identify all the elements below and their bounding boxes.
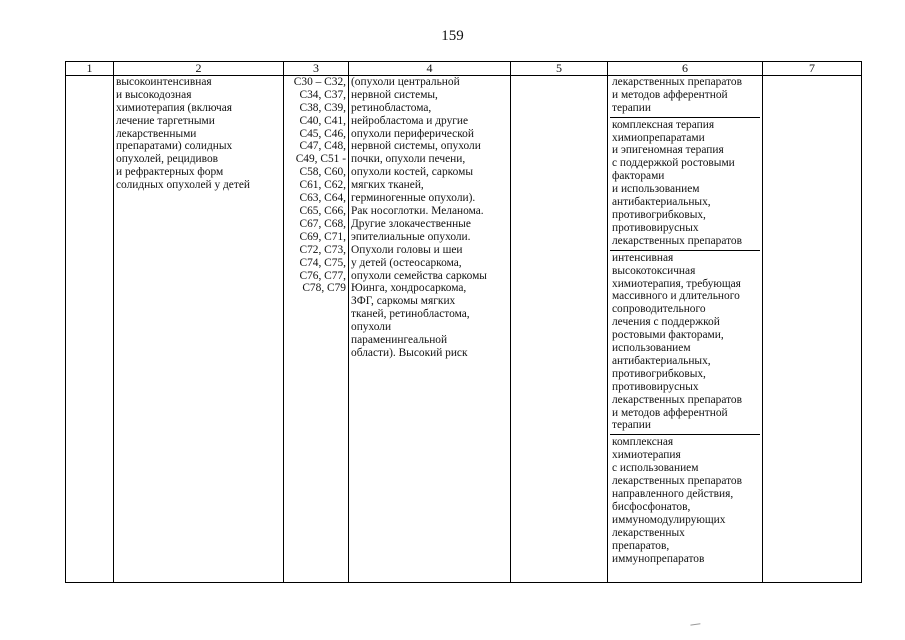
diagnosis-cell: (опухоли центральной нервной системы, ретинобластома, нейробластома и другие опухоли периферической нервной системы, опухоли почки, опухоли печени, опухоли костей, саркомы мягких тканей, герминогенные опухоли). Рак носоглотки. Меланома. Другие злокачественные эпителиальные опухоли. Опухоли головы и шеи у детей (остеосаркома, опухоли семейства саркомы Юинга, хондросаркома, ЗФГ, саркомы мягких тканей, ретинобластома, опухоли параменингеальной области). Высокий риск (349, 75, 511, 582)
page-number: 159 (441, 28, 464, 44)
header-col-3: 3 (284, 62, 349, 76)
icd-codes-cell (284, 75, 349, 582)
cell-col-5 (511, 75, 608, 582)
treatment-methods-cell (608, 75, 763, 582)
table-row (66, 75, 862, 582)
treatment-method-item: комплексная химиотерапия с использованием лекарственных препаратов направленного действия, бисфосфонатов, иммуномодулирующих лекарственных препаратов, иммунопрепаратов (612, 436, 742, 565)
header-col-6: 6 (608, 62, 763, 76)
medical-care-table (65, 61, 862, 583)
header-col-7: 7 (763, 62, 862, 76)
header-col-2: 2 (114, 62, 284, 76)
header-row (66, 62, 862, 76)
treatment-method-item: лекарственных препаратов и методов афферентной терапии (610, 76, 760, 118)
treatment-method-item: комплексная терапия химиопрепаратами и эпигеномная терапия с поддержкой ростовыми факторами и использованием антибактериальных, противогрибковых, противовирусных лекарственных препаратов (610, 118, 760, 251)
treatment-method-item: интенсивная высокотоксичная химиотерапия, требующая массивного и длительного сопроводительного лечения с поддержкой ростовыми факторами, использованием антибактериальных, противогрибковых, противовирусных лекарственных препаратов и методов афферентной терапии (610, 251, 760, 436)
icd-codes-text: C30 – C32, C34, C37, C38, C39, C40, C41, C45, C46, C47, C48, C49, C51 - C58, C60, C61, C62, C63, C64, C65, C66, C67, C68, C69, C71, C72, C73, C74, C75, C76, C77, C78, C79 (293, 75, 346, 295)
scan-mark (690, 617, 701, 625)
care-type-cell: высокоинтенсивная и высокодозная химиотерапия (включая лечение таргетными лекарственными препаратами) солидных опухолей, рецидивов и рефрактерных форм солидных опухолей у детей (114, 75, 284, 582)
cell-col-7 (763, 75, 862, 582)
header-col-4: 4 (349, 62, 511, 76)
header-col-1: 1 (66, 62, 114, 76)
cell-col-1 (66, 75, 114, 582)
header-col-5: 5 (511, 62, 608, 76)
